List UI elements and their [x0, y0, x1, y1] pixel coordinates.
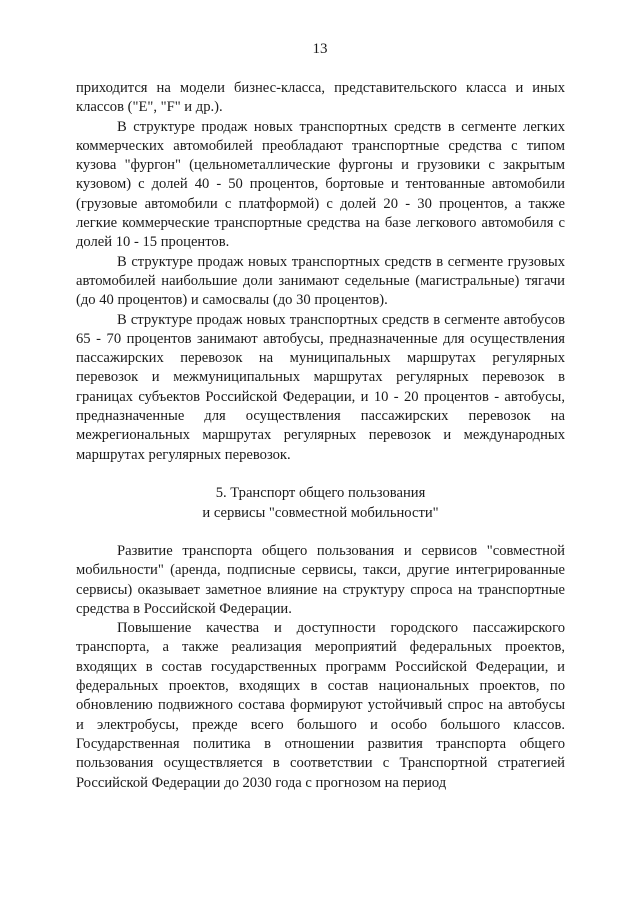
paragraph: В структуре продаж новых транспортных средств в сегменте грузовых автомобилей наибольшие доли занимают седельные (магистральные) тягачи (до 40 процентов) и самосвалы (до 30 процентов). [76, 253, 565, 309]
paragraph: В структуре продаж новых транспортных средств в сегменте легких коммерческих автомобилей преобладают транспортные средства с типом кузова "фургон" (цельнометаллические фургоны и грузовики с закрытым кузовом) с долей 40 - 50 процентов, бортовые и тентованные автомобили (грузовые автомобили с платформой) с долей 20 - 30 процентов, а также легкие коммерческие транспортные средства на базе легкового автомобиля с долей 10 - 15 процентов. [76, 118, 565, 251]
section-heading-line-1: 5. Транспорт общего пользования [215, 485, 426, 501]
text-block-2 [76, 542, 565, 793]
section-heading [76, 484, 565, 523]
paragraph: Развитие транспорта общего пользования и сервисов "совместной мобильности" (аренда, подписные сервисы, такси, другие интегрированные сервисы) оказывает заметное влияние на структуру спроса на транспортные средства в Российской Федерации. [76, 543, 565, 617]
text-block-1 [76, 79, 565, 465]
paragraph: В структуре продаж новых транспортных средств в сегменте автобусов 65 - 70 процентов занимают автобусы, предназначенные для осуществления пассажирских перевозок на муниципальных маршрутах регулярных перевозок и межмуниципальных маршрутах регулярных перевозок в границах субъектов Российской Федерации, и 10 - 20 процентов - автобусы, предназначенные для осуществления пассажирских перевозок на межрегиональных маршрутах регулярных перевозок и международных маршрутах регулярных перевозок. [76, 311, 565, 463]
paragraph: приходится на модели бизнес-класса, представительского класса и иных классов ("E", "F" и др.). [76, 80, 565, 116]
paragraph: Повышение качества и доступности городского пассажирского транспорта, а также реализация мероприятий федеральных проектов, входящих в состав государственных программ Российской Федерации, и федеральных проектов, входящих в состав национальных проектов, по обновлению подвижного состава формируют устойчивый спрос на автобусы и электробусы, прежде всего большого и особо большого классов. Государственная политика в отношении развития транспорта общего пользования осуществляется в соответствии с Транспортной стратегией Российской Федерации до 2030 года с прогнозом на период [76, 620, 565, 791]
section-heading-line-2: и сервисы "совместной мобильности" [202, 504, 439, 521]
page-number: 13 [312, 41, 328, 57]
